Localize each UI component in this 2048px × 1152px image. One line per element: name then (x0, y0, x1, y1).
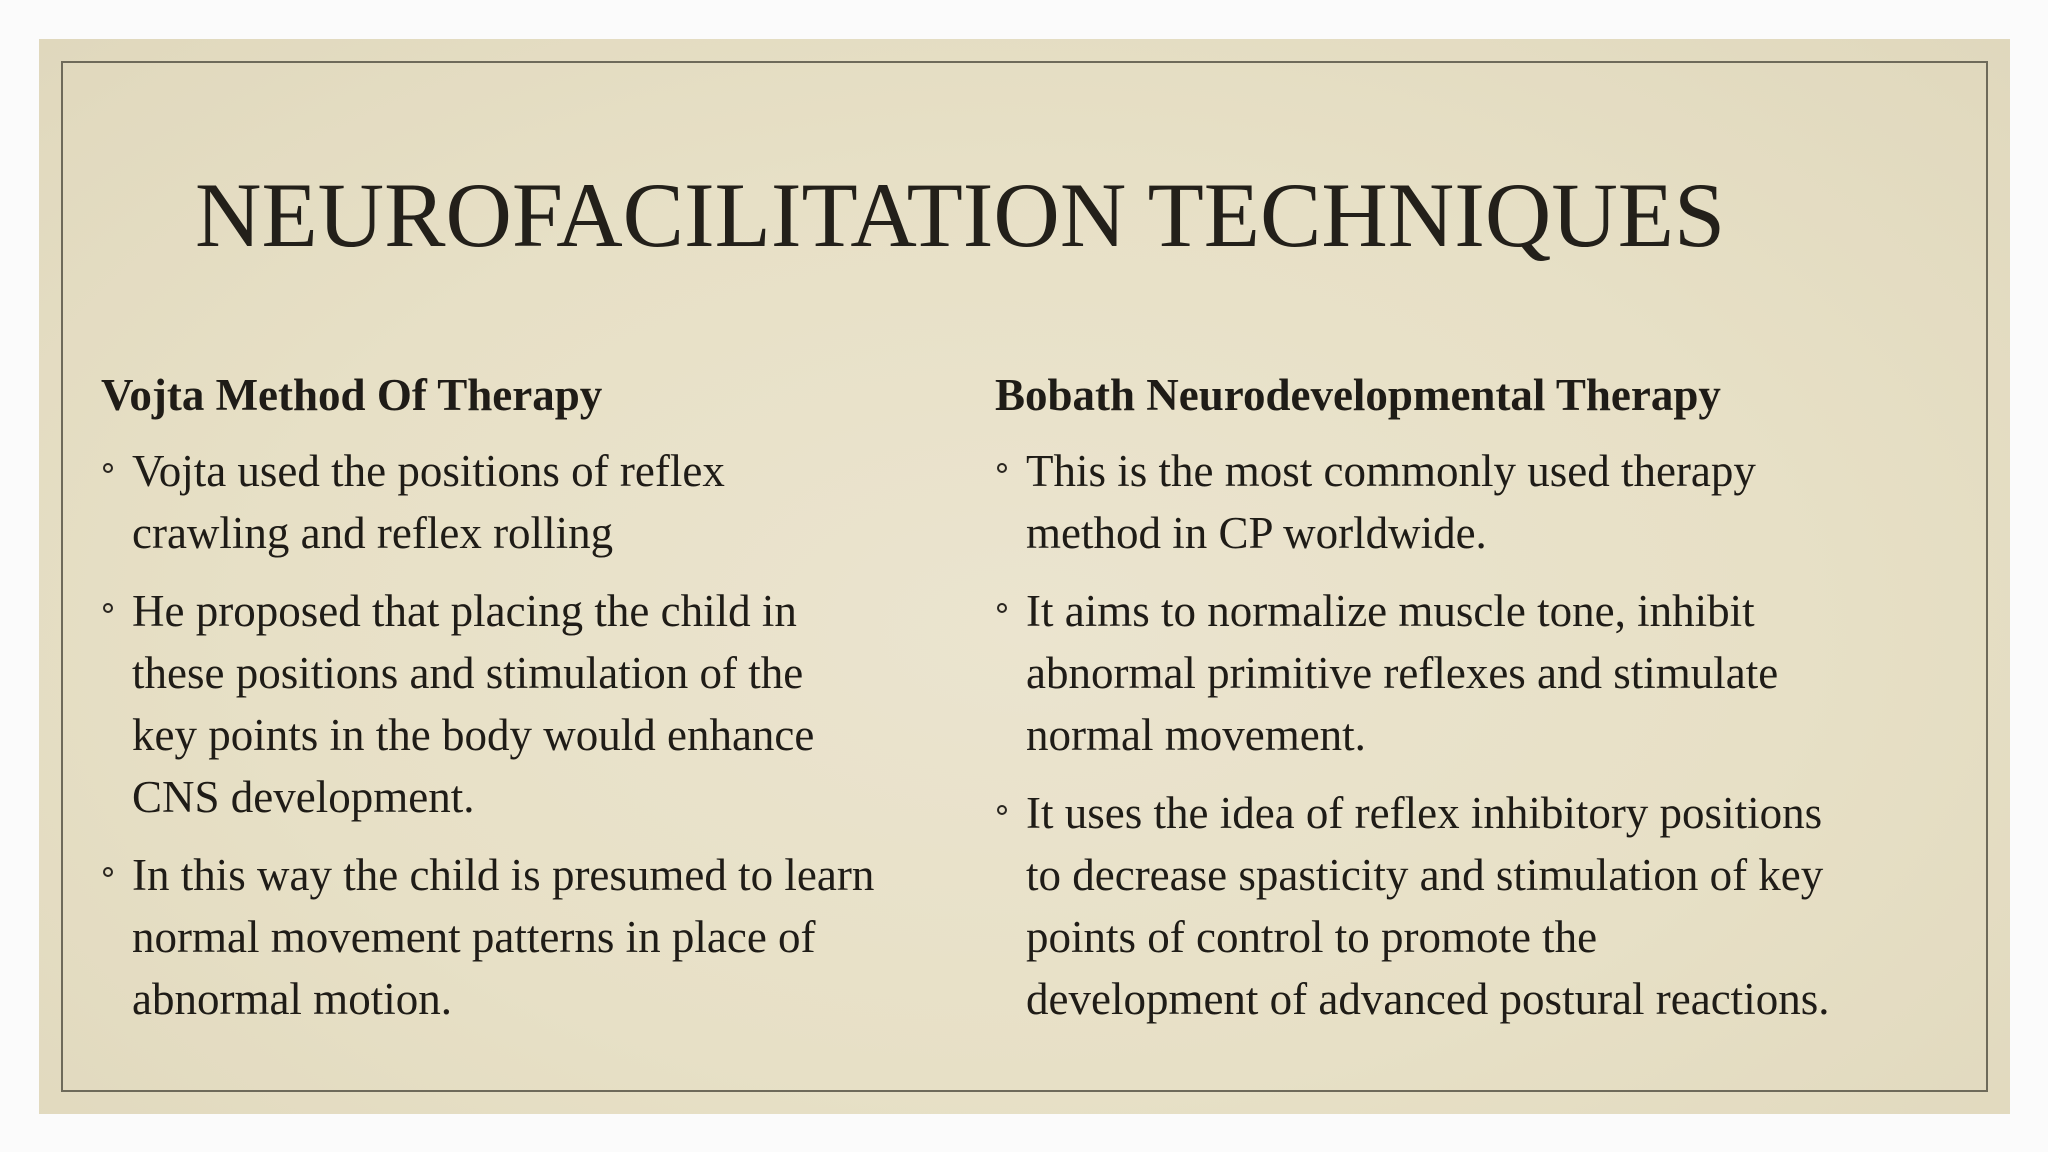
bullet-text-line: CNS development. (132, 772, 475, 822)
slide (39, 39, 2010, 1114)
bullet-text-line: Vojta used the positions of reflex (132, 446, 725, 496)
bullet-text-line: normal movement. (1026, 710, 1366, 760)
left-column (101, 364, 1001, 1046)
right-bullet-list (995, 440, 1985, 1030)
bullet-text-line: It aims to normalize muscle tone, inhibit (1026, 586, 1755, 636)
bullet-text-line: He proposed that placing the child in (132, 586, 797, 636)
hollow-circle-icon (997, 603, 1007, 613)
list-item (101, 440, 1001, 564)
hollow-circle-icon (103, 463, 113, 473)
bullet-text-line: normal movement patterns in place of (132, 912, 816, 962)
right-column-heading: Bobath Neurodevelopmental Therapy (995, 370, 1721, 420)
bullet-text-line: development of advanced postural reactions. (1026, 974, 1830, 1024)
bullet-text-line: This is the most commonly used therapy (1026, 446, 1756, 496)
bullet-text-line: key points in the body would enhance (132, 710, 815, 760)
bullet-text-line: abnormal primitive reflexes and stimulate (1026, 648, 1779, 698)
hollow-circle-icon (997, 805, 1007, 815)
slide-title: NEUROFACILITATION TECHNIQUES (195, 164, 1726, 266)
bullet-text-line: It uses the idea of reflex inhibitory positions (1026, 788, 1823, 838)
left-bullet-list (101, 440, 1001, 1030)
list-item (101, 580, 1001, 828)
list-item (101, 844, 1001, 1030)
bullet-text-line: abnormal motion. (132, 974, 452, 1024)
hollow-circle-icon (103, 867, 113, 877)
bullet-text-line: these positions and stimulation of the (132, 648, 804, 698)
left-column-heading: Vojta Method Of Therapy (101, 370, 603, 420)
bullet-text-line: to decrease spasticity and stimulation of key (1026, 850, 1824, 900)
right-column (995, 364, 1985, 1046)
hollow-circle-icon (103, 603, 113, 613)
list-item (995, 580, 1985, 766)
list-item (995, 782, 1985, 1030)
hollow-circle-icon (997, 463, 1007, 473)
list-item (995, 440, 1985, 564)
bullet-text-line: method in CP worldwide. (1026, 508, 1487, 558)
bullet-text-line: In this way the child is presumed to learn (132, 850, 875, 900)
bullet-text-line: crawling and reflex rolling (132, 508, 614, 558)
bullet-text-line: points of control to promote the (1026, 912, 1598, 962)
